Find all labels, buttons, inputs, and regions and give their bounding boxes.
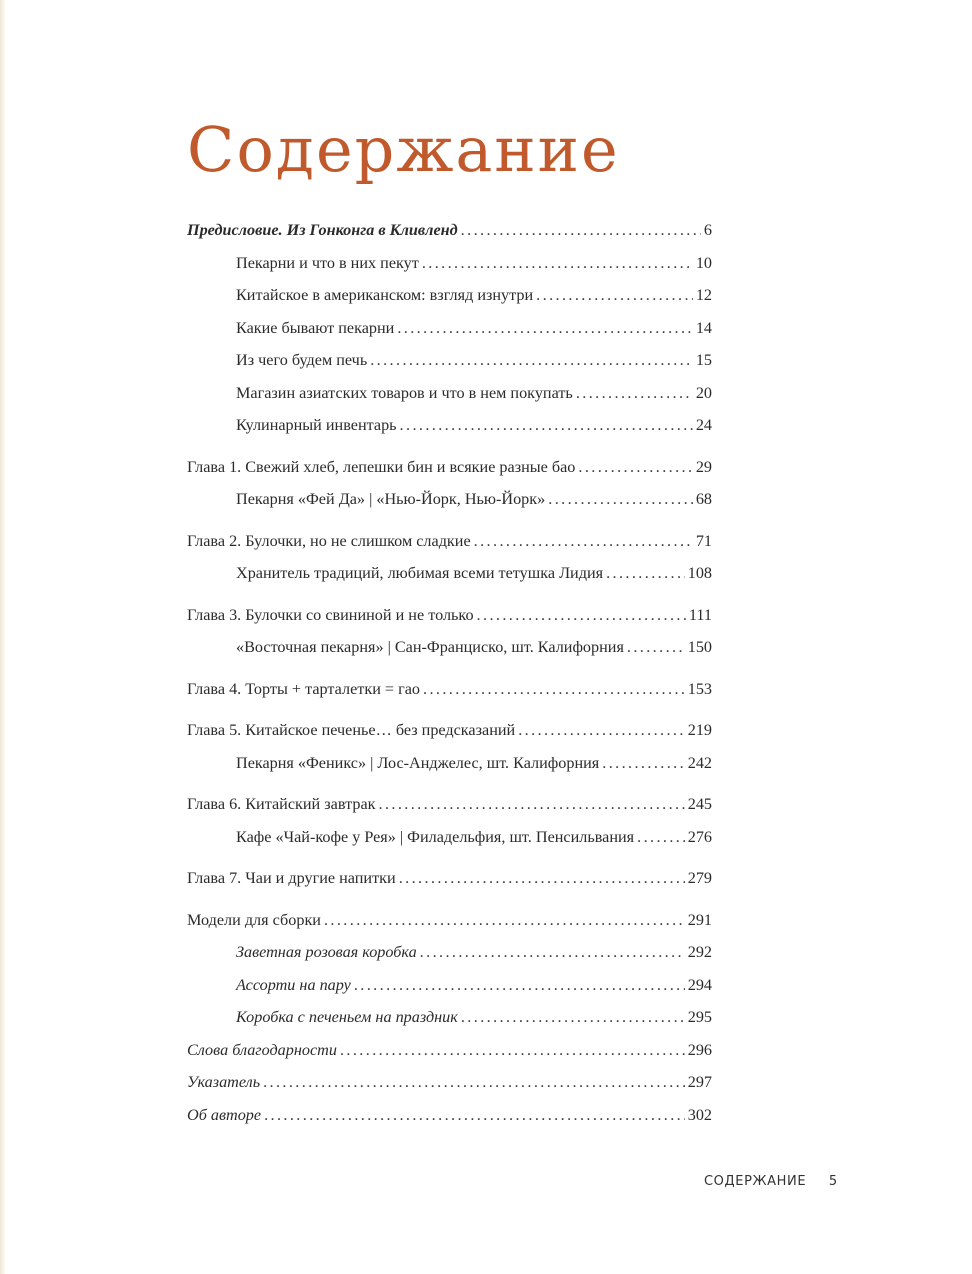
- toc-gap: [187, 442, 712, 451]
- toc-entry-title: Глава 4. Торты + тарталетки = гао: [187, 679, 421, 698]
- toc-page-number: 24: [695, 416, 712, 434]
- toc-entry[interactable]: [187, 904, 712, 937]
- toc-entry[interactable]: [187, 525, 712, 558]
- toc-page-number: 302: [687, 1105, 712, 1124]
- toc-page-number: 295: [687, 1008, 712, 1026]
- table-of-contents: [187, 214, 712, 1131]
- dot-leader: [340, 1034, 685, 1067]
- toc-entry-title: Глава 1. Свежий хлеб, лепешки бин и всякие разные бао: [187, 457, 576, 476]
- toc-entry[interactable]: [187, 788, 712, 821]
- toc-entry-title: Пекарня «Фей Да» | «Нью-Йорк, Нью-Йорк»: [236, 490, 546, 508]
- toc-gap: [187, 853, 712, 862]
- toc-subentry[interactable]: [187, 409, 712, 442]
- toc-entry[interactable]: [187, 714, 712, 747]
- dot-leader: [578, 451, 692, 484]
- dot-leader: [399, 862, 685, 895]
- toc-gap: [187, 705, 712, 714]
- toc-entry-title: Глава 2. Булочки, но не слишком сладкие: [187, 531, 471, 550]
- page-number: 5: [828, 1174, 838, 1189]
- dot-leader: [354, 969, 685, 1002]
- toc-page-number: 71: [695, 531, 712, 550]
- toc-page-number: 292: [687, 943, 712, 961]
- dot-leader: [548, 483, 693, 516]
- toc-subentry[interactable]: [187, 483, 712, 516]
- dot-leader: [518, 714, 685, 747]
- toc-page-number: 111: [688, 605, 712, 624]
- toc-entry-title: Об авторе: [187, 1105, 262, 1124]
- toc-subentry[interactable]: [187, 279, 712, 312]
- toc-page-number: 296: [687, 1040, 712, 1059]
- toc-entry-title: Глава 7. Чаи и другие напитки: [187, 869, 396, 887]
- toc-subentry[interactable]: [187, 247, 712, 280]
- toc-subentry[interactable]: [187, 312, 712, 345]
- toc-entry[interactable]: [187, 862, 712, 895]
- toc-entry-title: Кафе «Чай-кофе у Рея» | Филадельфия, шт. Пенсильвания: [236, 827, 635, 846]
- toc-page-number: 15: [695, 351, 712, 369]
- toc-page-number: 297: [687, 1073, 712, 1091]
- toc-entry[interactable]: [187, 1034, 712, 1067]
- toc-entry-title: Кулинарный инвентарь: [236, 416, 397, 434]
- toc-page-number: 68: [695, 490, 712, 508]
- dot-leader: [606, 557, 685, 590]
- toc-page-number: 29: [695, 457, 712, 476]
- dot-leader: [263, 1066, 685, 1099]
- toc-entry-title: Китайское в американском: взгляд изнутри: [236, 286, 534, 304]
- toc-entry-title: Магазин азиатских товаров и что в нем покупать: [236, 383, 573, 402]
- dot-leader: [264, 1099, 685, 1132]
- toc-entry[interactable]: [187, 214, 712, 247]
- dot-leader: [397, 312, 692, 345]
- dot-leader: [477, 599, 686, 632]
- toc-page-number: 12: [695, 286, 712, 304]
- toc-subentry[interactable]: [187, 557, 712, 590]
- toc-page-number: 219: [687, 721, 712, 739]
- toc-page-number: 245: [687, 795, 712, 813]
- toc-entry-title: Заветная розовая коробка: [236, 943, 417, 961]
- dot-leader: [474, 525, 693, 558]
- toc-page-number: 108: [687, 564, 712, 582]
- toc-entry-title: Глава 6. Китайский завтрак: [187, 795, 376, 813]
- toc-subentry[interactable]: [187, 821, 712, 854]
- toc-page-number: 291: [687, 910, 712, 929]
- running-head: СОДЕРЖАНИЕ: [704, 1174, 807, 1189]
- dot-leader: [637, 821, 685, 854]
- toc-entry-title: Хранитель традиций, любимая всеми тетушка Лидия: [236, 564, 604, 582]
- toc-subentry[interactable]: [187, 631, 712, 664]
- dot-leader: [627, 631, 685, 664]
- toc-gap: [187, 779, 712, 788]
- toc-entry[interactable]: [187, 599, 712, 632]
- dot-leader: [370, 344, 693, 377]
- toc-entry[interactable]: [187, 673, 712, 706]
- toc-page-number: 10: [695, 253, 712, 272]
- dot-leader: [422, 247, 693, 280]
- toc-gap: [187, 590, 712, 599]
- toc-gap: [187, 895, 712, 904]
- toc-subentry[interactable]: [187, 969, 712, 1002]
- toc-page-number: 279: [687, 869, 712, 887]
- dot-leader: [602, 747, 684, 780]
- toc-entry-title: Модели для сборки: [187, 910, 321, 929]
- dot-leader: [379, 788, 685, 821]
- toc-entry[interactable]: [187, 1099, 712, 1132]
- dot-leader: [420, 936, 685, 969]
- toc-entry-title: Слова благодарности: [187, 1040, 337, 1059]
- toc-page-number: 276: [687, 827, 712, 846]
- toc-subentry[interactable]: [187, 1001, 712, 1034]
- toc-subentry[interactable]: [187, 747, 712, 780]
- toc-gap: [187, 516, 712, 525]
- toc-page-number: 294: [687, 975, 712, 994]
- dot-leader: [461, 214, 701, 247]
- page-edge-shadow: [0, 0, 6, 1274]
- toc-entry-title: «Восточная пекарня» | Сан-Франциско, шт. Калифорния: [236, 638, 624, 656]
- toc-entry-title: Предисловие. Из Гонконга в Кливленд: [187, 221, 458, 239]
- toc-entry-title: Глава 5. Китайское печенье… без предсказаний: [187, 721, 516, 739]
- toc-entry-title: Какие бывают пекарни: [236, 318, 395, 337]
- toc-entry-title: Указатель: [187, 1073, 261, 1091]
- dot-leader: [576, 377, 693, 410]
- toc-subentry[interactable]: [187, 936, 712, 969]
- toc-page-number: 153: [687, 679, 712, 698]
- toc-entry-title: Коробка с печеньем на праздник: [236, 1008, 458, 1026]
- toc-entry-title: Пекарня «Феникс» | Лос-Анджелес, шт. Калифорния: [236, 753, 600, 772]
- toc-subentry[interactable]: [187, 377, 712, 410]
- toc-page-number: 242: [687, 753, 712, 772]
- dot-leader: [536, 279, 693, 312]
- toc-page-number: 6: [703, 221, 712, 239]
- dot-leader: [400, 409, 693, 442]
- toc-page-number: 14: [695, 318, 712, 337]
- dot-leader: [461, 1001, 685, 1034]
- page-footer: [704, 1174, 838, 1189]
- toc-entry-title: Из чего будем печь: [236, 351, 368, 369]
- dot-leader: [324, 904, 685, 937]
- toc-subentry[interactable]: [187, 344, 712, 377]
- toc-page-number: 20: [695, 383, 712, 402]
- toc-entry-title: Глава 3. Булочки со свининой и не только: [187, 605, 474, 624]
- toc-entry[interactable]: [187, 451, 712, 484]
- toc-entry[interactable]: [187, 1066, 712, 1099]
- dot-leader: [423, 673, 685, 706]
- page-title: Содержание: [187, 113, 620, 186]
- toc-entry-title: Пекарни и что в них пекут: [236, 253, 419, 272]
- toc-page-number: 150: [687, 638, 712, 656]
- toc-gap: [187, 664, 712, 673]
- toc-entry-title: Ассорти на пару: [236, 975, 351, 994]
